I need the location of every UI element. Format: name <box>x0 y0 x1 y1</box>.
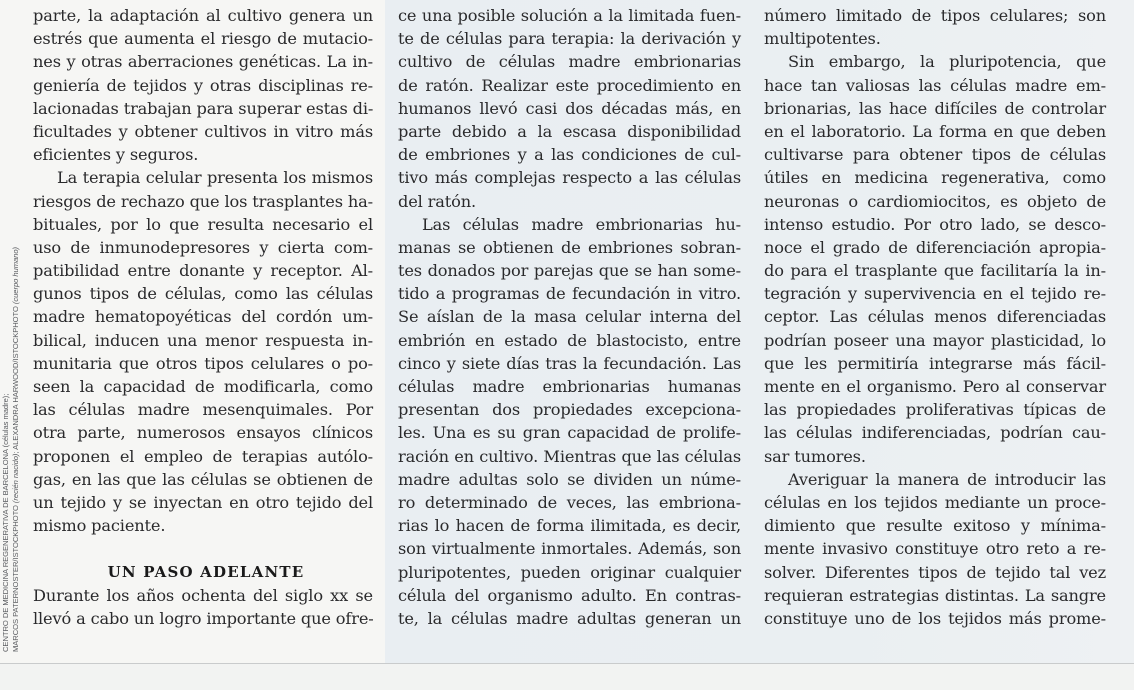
text-line: ce una posible solución a la limitada fuen- <box>398 6 741 25</box>
text-line: gas, en las que las células se obtienen de <box>33 469 373 489</box>
text-column-3 <box>764 4 1106 630</box>
text-line: otra parte, numerosos ensayos clínicos <box>33 423 373 443</box>
text-line: de ratón. Realizar este procedimiento en <box>398 75 741 95</box>
text-line: intenso estudio. Por otro lado, se desco- <box>764 214 1106 234</box>
text-line: Se aíslan de la masa celular interna del <box>398 307 741 327</box>
text-line: humanos llevó casi dos décadas más, en <box>398 98 741 118</box>
text-line: munitaria que otros tipos celulares o po- <box>33 353 373 373</box>
text-line: requieran estrategias distintas. La sangre <box>764 585 1106 605</box>
text-line: uso de inmunodepresores y cierta com- <box>33 237 373 257</box>
text-line: sar tumores. <box>764 446 866 466</box>
text-line: cinco y siete días tras la fecundación. Las <box>398 353 741 373</box>
text-line: tes donados por parejas que se han some- <box>398 261 741 281</box>
text-line: células en los tejidos mediante un proce- <box>764 492 1106 512</box>
text-line: ro determinado de veces, las embriona- <box>398 492 741 512</box>
text-line: solver. Diferentes tipos de tejido tal vez <box>764 562 1106 582</box>
text-line: tegración y supervivencia en el tejido re- <box>764 284 1106 304</box>
text-line: cultivarse para obtener tipos de células <box>764 145 1106 165</box>
text-line: hace tan valiosas las células madre em- <box>764 75 1106 95</box>
text-line: manas se obtienen de embriones sobran- <box>398 237 741 257</box>
section-heading: UN PASO ADELANTE <box>107 562 305 581</box>
text-line: del ratón. <box>398 191 476 211</box>
text-line: ficultades y obtener cultivos in vitro más <box>33 121 373 141</box>
text-line: mente en el organismo. Pero al conservar <box>764 377 1106 396</box>
text-line: estrés que aumenta el riesgo de mutacio- <box>33 29 373 49</box>
text-line: rias lo hacen de forma ilimitada, es decir, <box>398 516 741 536</box>
text-line: madre adultas solo se dividen un núme- <box>398 469 741 489</box>
text-line: bilical, inducen una menor respuesta in- <box>33 330 373 350</box>
text-line: de embriones y a las condiciones de cul- <box>398 145 741 165</box>
text-line: Las células madre embrionarias hu- <box>422 214 741 234</box>
text-line: en el laboratorio. La forma en que deben <box>764 121 1106 141</box>
text-line: eficientes y seguros. <box>33 145 199 165</box>
text-line: parte debido a la escasa disponibilidad <box>398 121 741 141</box>
text-line: ración en cultivo. Mientras que las células <box>398 446 741 466</box>
text-line: noce el grado de diferenciación apropia- <box>764 237 1106 257</box>
text-line: podrían poseer una mayor plasticidad, lo <box>764 330 1106 350</box>
text-line: tivo más complejas respecto a las células <box>398 168 741 188</box>
text-line: lacionadas trabajan para superar estas di- <box>33 98 374 118</box>
photo-credit-line-2: MARCOS PATERNOSTER/ISTOCKPHOTO (recién nacido); ALEXANDRA HARWOOD/ISTOCKPHOTO (cuerpo humano) <box>10 247 20 652</box>
text-line: te, la células madre adultas generan un <box>398 608 741 628</box>
text-line: un tejido y se inyectan en otro tejido del <box>33 492 373 512</box>
text-line: seen la capacidad de modificarla, como <box>33 377 373 396</box>
text-column-2 <box>398 4 741 630</box>
text-line: útiles en medicina regenerativa, como <box>764 168 1106 188</box>
page-bottom-margin <box>0 663 1134 690</box>
text-line: presentan dos propiedades excepciona- <box>398 400 741 420</box>
text-line: do para el trasplante que facilitaría la in- <box>764 261 1106 281</box>
text-line: madre hematopoyéticas del cordón um- <box>33 307 373 327</box>
text-column-1 <box>33 4 373 630</box>
text-line: llevó a cabo un logro importante que ofre- <box>33 608 374 628</box>
photo-credit-line-1: CENTRO DE MEDICINA REGENERATIVA DE BARCELONA (células madre); <box>1 393 10 652</box>
text-line: proponen el empleo de terapias autólo- <box>33 446 373 466</box>
photo-credit <box>1 142 20 652</box>
text-line: que les permitiría integrarse más fácil- <box>764 353 1106 373</box>
text-line: mente invasivo constituye otro reto a re- <box>764 539 1106 559</box>
text-line: tido a programas de fecundación in vitro. <box>398 284 741 304</box>
text-line: dimiento que resulte exitoso y mínima- <box>764 516 1106 536</box>
text-line: Averiguar la manera de introducir las <box>788 469 1106 489</box>
text-line: te de células para terapia: la derivación y <box>398 29 741 49</box>
text-line: las células madre mesenquimales. Por <box>33 400 373 420</box>
text-line: mismo paciente. <box>33 516 166 536</box>
text-line: riesgos de rechazo que los trasplantes ha- <box>33 191 373 211</box>
text-line: bituales, por lo que resulta necesario el <box>33 214 373 234</box>
text-line: multipotentes. <box>764 29 881 49</box>
text-line: patibilidad entre donante y receptor. Al- <box>33 261 373 281</box>
text-line: Durante los años ochenta del siglo xx se <box>33 585 373 605</box>
text-line: La terapia celular presenta los mismos <box>57 168 373 188</box>
text-line: constituye uno de los tejidos más prome- <box>764 608 1106 628</box>
text-line: ceptor. Las células menos diferenciadas <box>764 307 1106 327</box>
text-line: son virtualmente inmortales. Además, son <box>398 539 741 559</box>
text-line: las propiedades proliferativas típicas de <box>764 400 1106 420</box>
text-line: pluripotentes, pueden originar cualquier <box>398 562 741 582</box>
text-line: brionarias, las hace difíciles de controlar <box>764 98 1106 118</box>
text-line: geniería de tejidos y otras disciplinas re- <box>33 75 373 95</box>
text-line: células madre embrionarias humanas <box>398 377 741 396</box>
text-line: les. Una es su gran capacidad de prolife- <box>398 423 741 443</box>
text-line: las células indiferenciadas, podrían cau- <box>764 423 1106 443</box>
text-line: nes y otras aberraciones genéticas. La in- <box>33 52 373 72</box>
text-line: gunos tipos de células, como las células <box>33 284 373 304</box>
text-line: número limitado de tipos celulares; son <box>764 6 1106 25</box>
text-line: célula del organismo adulto. En contras- <box>398 585 741 605</box>
text-line: neuronas o cardiomiocitos, es objeto de <box>764 191 1106 211</box>
text-line: cultivo de células madre embrionarias <box>398 52 741 72</box>
text-line: Sin embargo, la pluripotencia, que <box>788 52 1106 72</box>
text-line: parte, la adaptación al cultivo genera un <box>33 6 373 25</box>
text-line: embrión en estado de blastocisto, entre <box>398 330 741 350</box>
